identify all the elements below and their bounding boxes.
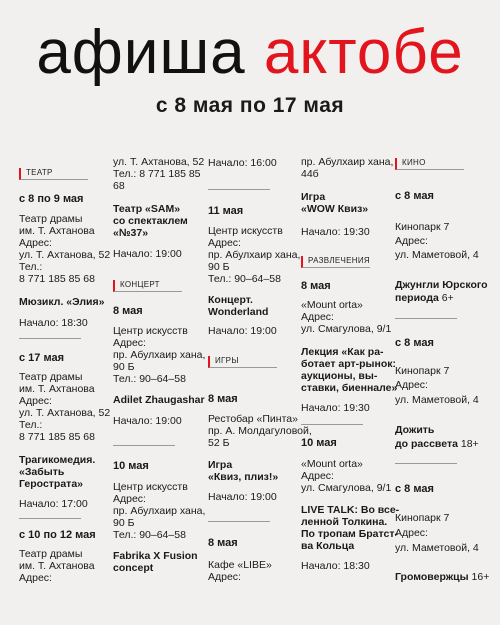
event-title: Лекция «Как ра- [301, 346, 384, 358]
title-city: актобе [263, 18, 464, 87]
movie-title [395, 438, 479, 450]
venue-line: Тел.: 90–64–58 [208, 273, 281, 285]
start-time: Начало: 18:30 [301, 560, 370, 572]
movie-title-line: периода [395, 292, 439, 304]
movie-title: Дожить [395, 424, 435, 436]
movie-title [395, 292, 454, 304]
event-date: 10 мая [113, 460, 149, 472]
event-title: Wonderland [208, 306, 269, 318]
event-title: Концерт. [208, 294, 253, 306]
venue-line: Адрес: [113, 493, 146, 505]
section-theatre: ТЕАТР [19, 168, 88, 180]
venue-line: 52 Б [208, 437, 230, 449]
venue-line: Тел.: [19, 419, 43, 431]
section-games: ИГРЫ [208, 356, 277, 368]
venue-line: пр. Абулхаир хана, [208, 249, 301, 261]
venue-line: Адрес: [395, 235, 428, 247]
venue-line: им. Т. Ахтанова [19, 383, 95, 395]
age-rating: 16+ [471, 571, 490, 583]
venue-line: пр. Абулхаир хана, [301, 156, 394, 168]
event-title: Трагикомедия. [19, 454, 96, 466]
event-title: Fabrika X Fusion [113, 550, 198, 562]
venue-line: Адрес: [19, 237, 52, 249]
venue-line: 90 Б [208, 261, 230, 273]
venue-line: Адрес: [208, 571, 241, 583]
movie-title: Джунгли Юрского [395, 279, 488, 291]
divider [301, 424, 363, 425]
divider [395, 463, 457, 464]
age-rating: 18+ [460, 438, 479, 450]
event-date: 8 мая [208, 537, 238, 549]
event-title: «WOW Квиз» [301, 203, 369, 215]
start-time: Начало: 19:00 [113, 248, 182, 260]
venue-line: Тел.: 90–64–58 [113, 373, 186, 385]
venue-line: ул. Маметовой, 4 [395, 542, 479, 554]
venue-line: Театр драмы [19, 213, 83, 225]
venue-line: Адрес: [19, 395, 52, 407]
venue-line: 8 771 185 85 68 [19, 431, 95, 443]
venue-line: 44б [301, 168, 319, 180]
column-entertainment [301, 0, 400, 625]
event-date: с 8 мая [395, 190, 434, 202]
divider [113, 445, 175, 446]
venue-line: Кинопарк 7 [395, 365, 450, 377]
start-time: Начало: 19:30 [301, 226, 370, 238]
movie-title-line: Громовержцы [395, 571, 469, 583]
venue-line: Адрес: [19, 572, 52, 584]
divider [19, 518, 81, 519]
venue-line: пр. А. Молдагуловой, [208, 425, 312, 437]
venue-line: ул. Смагулова, 9/1 [301, 482, 392, 494]
venue-line: Театр драмы [19, 371, 83, 383]
event-title: concept [113, 562, 154, 574]
venue-line: Тел.: [19, 261, 43, 273]
event-title: ленной Толкина. [301, 516, 388, 528]
event-title: Игра [208, 459, 233, 471]
venue-line: Тел.: 90–64–58 [113, 529, 186, 541]
divider [208, 189, 270, 190]
start-time: Начало: 19:00 [208, 491, 277, 503]
event-title: ставки, биеннале» [301, 382, 398, 394]
venue-line: пр. Абулхаир хана, [113, 349, 206, 361]
venue-line: Кинопарк 7 [395, 221, 450, 233]
divider [395, 318, 457, 319]
event-title: «Квиз, плиз!» [208, 471, 279, 483]
venue-line: 90 Б [113, 517, 135, 529]
event-title: «№37» [113, 227, 149, 239]
event-date: с 8 мая [395, 483, 434, 495]
event-date: с 8 мая [395, 337, 434, 349]
event-title: аукционы, вы- [301, 370, 378, 382]
venue-line: Кафе «LIBE» [208, 559, 272, 571]
section-entertainment: РАЗВЛЕЧЕНИЯ [301, 256, 370, 268]
venue-line: ул. Смагулова, 9/1 [301, 323, 392, 335]
venue-line: ул. Маметовой, 4 [395, 394, 479, 406]
age-rating: 6+ [441, 292, 454, 304]
venue-line: им. Т. Ахтанова [19, 560, 95, 572]
venue-line: Адрес: [395, 379, 428, 391]
venue-line: 68 [113, 180, 125, 192]
start-time: Начало: 19:00 [208, 325, 277, 337]
event-date: с 10 по 12 мая [19, 529, 96, 541]
venue-line: ул. Т. Ахтанова, 52 [19, 249, 111, 261]
venue-line: 90 Б [113, 361, 135, 373]
venue-line: Тел.: 8 771 185 85 [113, 168, 201, 180]
venue-line: Центр искусств [113, 325, 188, 337]
event-date: с 8 по 9 мая [19, 193, 84, 205]
event-date: 11 мая [208, 205, 244, 217]
divider [19, 338, 81, 339]
venue-line: Адрес: [301, 470, 334, 482]
start-time: Начало: 19:00 [113, 415, 182, 427]
start-time: Начало: 17:00 [19, 498, 88, 510]
event-title: «Забыть [19, 466, 65, 478]
venue-line: Театр драмы [19, 548, 83, 560]
start-time: Начало: 19:30 [301, 402, 370, 414]
venue-line: им. Т. Ахтанова [19, 225, 95, 237]
column-concert [113, 0, 206, 625]
venue-line: Кинопарк 7 [395, 512, 450, 524]
start-time: Начало: 18:30 [19, 317, 88, 329]
venue-line: пр. Абулхаир хана, [113, 505, 206, 517]
event-title: Adilet Zhaugashar [113, 394, 205, 406]
venue-line: Адрес: [113, 337, 146, 349]
event-title: LIVE TALK: Во все- [301, 504, 400, 516]
venue-line: ул. Маметовой, 4 [395, 249, 479, 261]
venue-line: Адрес: [208, 237, 241, 249]
column-cinema [395, 0, 490, 625]
start-time: Начало: 16:00 [208, 157, 277, 169]
event-title: Театр «SAM» [113, 203, 181, 215]
venue-line: «Mount orta» [301, 299, 363, 311]
event-date: с 17 мая [19, 352, 64, 364]
event-title: ботает арт-рынок: [301, 358, 397, 370]
event-date: 8 мая [208, 393, 238, 405]
movie-title-line: до рассвета [395, 438, 458, 450]
event-date: 10 мая [301, 437, 337, 449]
event-date: 8 мая [113, 305, 143, 317]
event-title: Мюзикл. «Элия» [19, 296, 105, 308]
movie-title [395, 571, 489, 583]
event-title: По тропам Братст- [301, 528, 398, 540]
event-title: Герострата» [19, 478, 84, 490]
venue-line: «Mount orta» [301, 458, 363, 470]
venue-line: Адрес: [301, 311, 334, 323]
event-title: со спектаклем [113, 215, 188, 227]
event-title: ва Кольца [301, 540, 355, 552]
column-theatre [19, 0, 109, 625]
title-afisha: афиша [36, 18, 246, 87]
event-date: 8 мая [301, 280, 331, 292]
section-concert: КОНЦЕРТ [113, 280, 182, 292]
venue-line: Рестобар «Пинта» [208, 413, 298, 425]
venue-line: ул. Т. Ахтанова, 52 [113, 156, 205, 168]
venue-line: ул. Т. Ахтанова, 52 [19, 407, 111, 419]
date-range-subtitle: с 8 мая по 17 мая [155, 94, 345, 117]
divider [208, 521, 270, 522]
venue-line: Центр искусств [208, 225, 283, 237]
venue-line: Адрес: [395, 527, 428, 539]
venue-line: 8 771 185 85 68 [19, 273, 95, 285]
event-title: Игра [301, 191, 326, 203]
section-cinema: КИНО [395, 158, 464, 170]
venue-line: Центр искусств [113, 481, 188, 493]
